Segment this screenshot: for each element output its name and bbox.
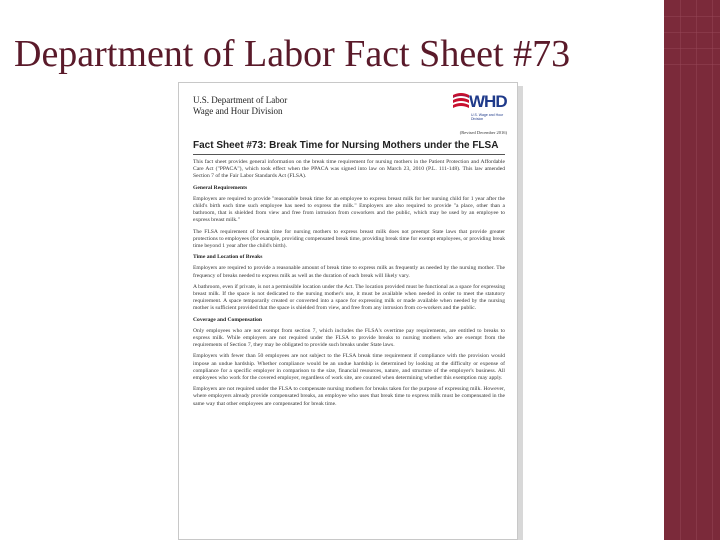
- band-grid-line: [664, 64, 720, 65]
- slide-title: Department of Labor Fact Sheet #73: [14, 33, 571, 75]
- logo-subtext: U.S. Wage and Hour Division: [471, 113, 504, 121]
- whd-logo: [451, 91, 507, 131]
- section-heading: Time and Location of Breaks: [193, 254, 263, 261]
- paragraph: Employers are required to provide a reasonable amount of break time to express milk as frequently as needed by the nursing mother. The frequency of breaks needed to express milk as well as the duration of each break will likely vary.: [193, 265, 505, 279]
- section-heading: Coverage and Compensation: [193, 316, 262, 323]
- band-grid-line: [664, 32, 720, 33]
- flag-icon: [451, 91, 471, 113]
- agency-name: U.S. Department of Labor: [193, 95, 288, 105]
- paragraph: Employers are required to provide "reasonable break time for an employee to express breast milk for her nursing child for 1 year after the child's birth each time such employee has need to express the milk." Employers are also required to provide "a place, other than a bathroom, that is shielded from view and free from intrusion from coworkers and the public, which may be used by an employee to express breast milk.": [193, 195, 505, 224]
- paragraph: Employers with fewer than 50 employees are not subject to the FLSA break time requirement if compliance with the provision would impose an undue hardship. Whether compliance would be an undue hardship is determined by looking at the difficulty or expense of compliance for a specific employer in comparison to the size, financial resources, nature, and structure of the employer's business. All employees who work for the covered employer, regardless of work site, are counted when determining whether this exemption may apply.: [193, 353, 505, 382]
- revised-date: (Revised December 2016): [459, 130, 507, 135]
- paragraph: A bathroom, even if private, is not a permissible location under the Act. The location provided must be functional as a space for expressing breast milk. If the space is not dedicated to the nursing mother's use, it must be available when needed in order to meet the statutory requirement. A space temporarily created or converted into a space for expressing milk or made available when needed by the nursing mother is sufficient provided that the space is shielded from view, and free from any intrusion from co-workers and the public.: [193, 283, 505, 312]
- title-divider: [193, 154, 505, 155]
- fact-sheet-document: [178, 82, 518, 540]
- band-grid-line: [712, 0, 713, 540]
- section-heading: General Requirements: [193, 184, 248, 191]
- division-name: Wage and Hour Division: [193, 106, 283, 116]
- band-grid-line: [680, 0, 681, 540]
- band-grid-line: [664, 16, 720, 17]
- fact-sheet-title: Fact Sheet #73: Break Time for Nursing Mothers under the FLSA: [193, 140, 499, 151]
- document-body: [193, 159, 505, 412]
- band-grid-line: [696, 0, 697, 540]
- band-grid-line: [664, 48, 720, 49]
- paragraph: The FLSA requirement of break time for nursing mothers to express breast milk does not preempt State laws that provide greater protections to employees (for example, providing compensated break time, providing break time for exempt employees, or providing break time beyond 1 year after the child's birth).: [193, 228, 505, 250]
- paragraph: Employers are not required under the FLSA to compensate nursing mothers for breaks taken for the purpose of expressing milk. However, where employers already provide compensated breaks, an employee who uses that break time to express milk must be compensated in the same way that other employees are compensated for break time.: [193, 386, 505, 407]
- paragraph: Only employees who are not exempt from section 7, which includes the FLSA's overtime pay requirements, are entitled to breaks to express milk. While employers are not required under the FLSA to provide breaks to nursing mothers who are exempt from the requirements of Section 7, they may be obligated to provide such breaks under State laws.: [193, 327, 505, 349]
- intro-paragraph: This fact sheet provides general information on the break time requirement for nursing mothers in the Patient Protection and Affordable Care Act ("PPACA"), which took effect when the PPACA was signed into law on March 23, 2010 (P.L. 111-148). This law amended Section 7 of the Fair Labor Standards Act (FLSA).: [193, 159, 505, 180]
- agency-block: [193, 95, 393, 117]
- logo-text: WHD: [469, 92, 507, 111]
